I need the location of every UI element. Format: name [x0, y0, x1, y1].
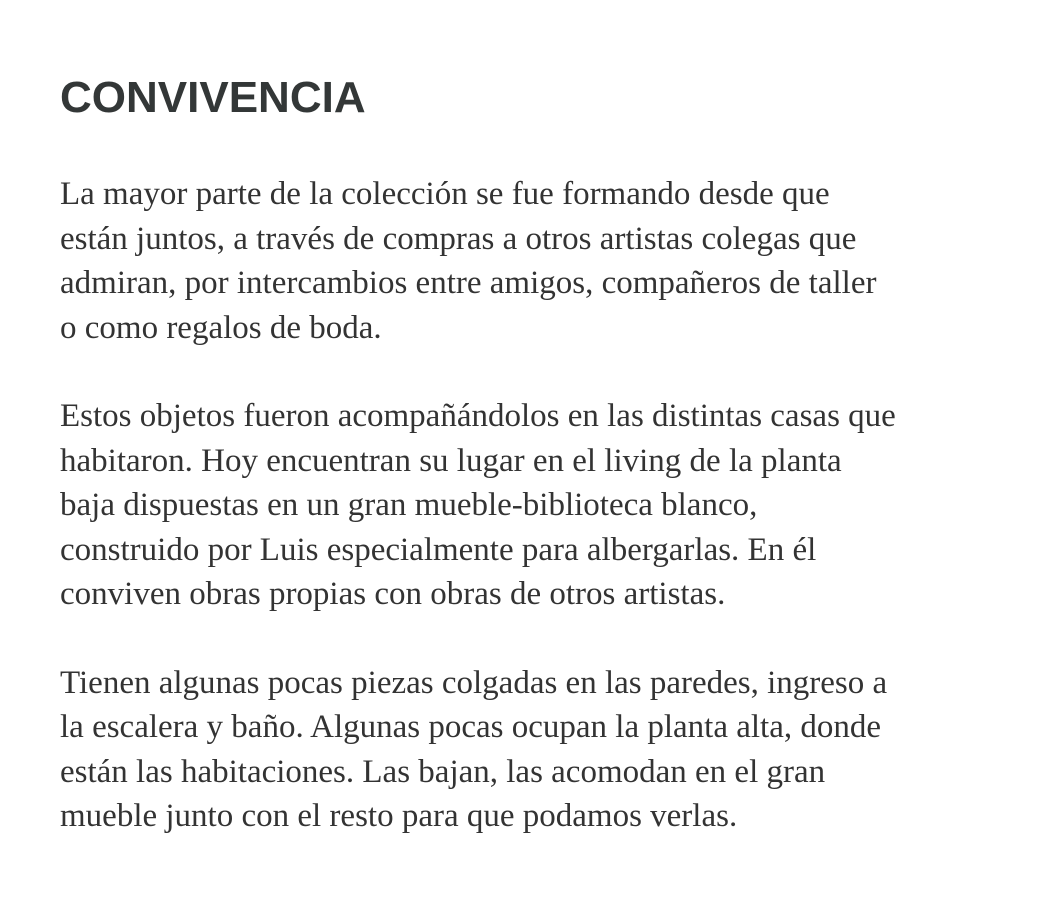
article-body: [60, 172, 1020, 839]
paragraph-2: [60, 394, 1020, 617]
paragraph-3: [60, 661, 1020, 839]
paragraph-1: [60, 172, 1020, 350]
text-line: están juntos, a través de compras a otros artistas colegas que: [60, 220, 857, 257]
text-line: Tienen algunas pocas piezas colgadas en las paredes, ingreso a: [60, 664, 888, 701]
text-line: habitaron. Hoy encuentran su lugar en el living de la planta: [60, 442, 842, 479]
page-title: CONVIVENCIA: [60, 73, 366, 122]
text-line: mueble junto con el resto para que podamos verlas.: [60, 798, 738, 834]
text-line: están las habitaciones. Las bajan, las acomodan en el gran: [60, 753, 826, 790]
text-line: Estos objetos fueron acompañándolos en las distintas casas que: [60, 398, 896, 434]
text-line: o como regalos de boda.: [60, 309, 382, 346]
text-line: construido por Luis especialmente para albergarlas. En él: [60, 531, 817, 568]
text-line: conviven obras propias con obras de otros artistas.: [60, 576, 726, 612]
article: [60, 72, 1020, 883]
text-line: la escalera y baño. Algunas pocas ocupan la planta alta, donde: [60, 709, 882, 745]
text-line: La mayor parte de la colección se fue formando desde que: [60, 176, 830, 212]
text-line: admiran, por intercambios entre amigos, compañeros de taller: [60, 265, 877, 301]
text-line: baja dispuestas en un gran mueble-biblioteca blanco,: [60, 487, 758, 523]
